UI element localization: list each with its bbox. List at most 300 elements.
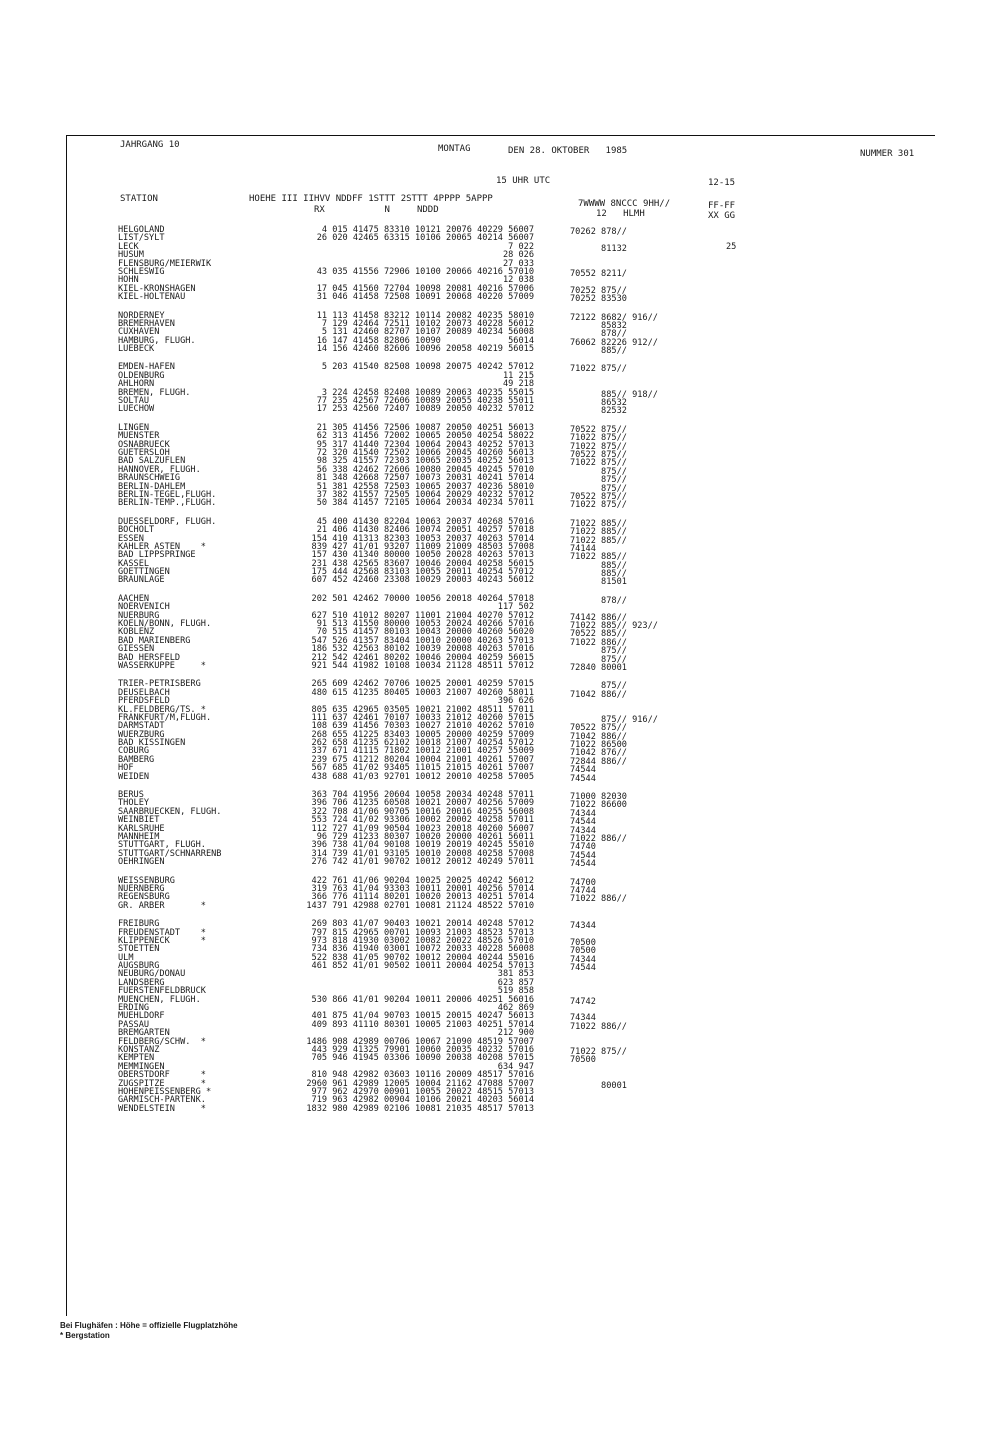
station-codes: 627 510 41012 80207 11001 21004 40270 57012	[311, 610, 534, 621]
station-extra: 71022 885//	[570, 527, 627, 538]
station-gust	[726, 543, 756, 551]
station-codes: 269 803 41/07 90403 10021 20014 40248 57012	[311, 919, 534, 930]
station-codes: 96 729 41233 80307 10020 20000 40261 56011	[316, 832, 534, 842]
station-extra: 70522 875//	[570, 449, 627, 460]
station-codes: 276 742 41/01 90702 10012 20012 40249 57011	[311, 857, 534, 868]
station-name: WUERZBURG	[118, 729, 165, 740]
station-name: KONSTANZ	[118, 1044, 160, 1055]
station-codes: 607 452 42460 23308 10029 20003 40243 56012	[311, 575, 534, 586]
station-name: FRANKFURT/M,FLUGH.	[118, 712, 212, 723]
station-gust	[726, 432, 756, 440]
station-gust	[726, 260, 756, 268]
station-codes: 16 147 41458 82806 10090 56014	[316, 335, 534, 346]
station-codes: 422 761 41/06 90204 10025 20025 40242 56012	[311, 875, 534, 886]
station-gust	[726, 979, 756, 987]
station-extra: 74544	[570, 765, 596, 776]
station-codes: 50 384 41457 72105 10064 20034 40234 57011	[316, 498, 534, 509]
station-codes: 547 526 41357 83404 10010 20000 40263 57013	[311, 635, 534, 646]
station-codes: 734 836 41940 03001 10072 20033 40228 56008	[311, 944, 534, 955]
station-name: OSNABRUECK	[118, 439, 170, 450]
station-name: COBURG	[118, 746, 150, 757]
station-name: BAD SALZUFLEN	[118, 456, 186, 467]
station-name: FLENSBURG/MEIERWIK	[118, 258, 212, 269]
station-name: THOLEY	[118, 798, 150, 809]
station-codes: 11 215	[502, 370, 534, 381]
station-codes: 719 963 42982 00904 10106 20021 40203 56014	[311, 1095, 534, 1106]
station-gust	[726, 491, 756, 499]
extra-column	[570, 228, 710, 1115]
station-codes: 202 501 42462 70000 10056 20018 40264 57018	[311, 593, 534, 604]
station-codes: 567 685 41/02 93405 11015 21015 40261 57007	[311, 763, 534, 774]
station-codes: 117 502	[497, 602, 534, 613]
station-gust	[726, 389, 756, 397]
station-name: WEINBIET	[118, 815, 160, 826]
station-gust	[726, 312, 756, 320]
station-codes: 111 637 42461 70107 10033 21012 40260 57015	[311, 712, 534, 723]
code-header: HOEHE III IIHVV NDDFF 1STTT 2STTT 4PPPP 5APPP	[249, 194, 493, 204]
station-name: BERUS	[118, 790, 144, 801]
code-header-2: RX N NDDD	[314, 205, 439, 215]
station-codes: 27 033	[502, 258, 534, 269]
station-extra: 71022 886//	[570, 1021, 627, 1032]
station-gust	[726, 603, 756, 611]
station-codes: 519 858	[497, 986, 534, 997]
station-codes: 522 838 41/05 90702 10012 20004 40244 55016	[311, 952, 534, 963]
station-name: KAHLER ASTEN *	[118, 541, 206, 552]
station-codes: 396 706 41235 60508 10021 20007 40256 57009	[311, 798, 534, 809]
station-codes: 705 946 41945 03306 10090 20038 40208 57015	[311, 1053, 534, 1064]
station-codes: 56 338 42462 72606 10080 20045 40245 57010	[316, 464, 534, 475]
station-name: SCHLESWIG	[118, 266, 165, 277]
station-name: ESSEN	[118, 533, 144, 544]
station-name: NORDERNEY	[118, 310, 165, 321]
station-extra: 71022 875//	[570, 1046, 627, 1057]
station-gust	[726, 1071, 756, 1079]
station-name: BAMBERG	[118, 754, 155, 765]
station-codes: 239 675 41212 80204 10004 21001 40261 57007	[311, 754, 534, 765]
station-extra: 885//	[570, 346, 627, 357]
station-extra: 70252 875//	[570, 285, 627, 296]
station-codes: 37 382 41557 72505 10064 20029 40232 57012	[316, 489, 534, 500]
station-extra: 875//	[570, 483, 627, 494]
station-gust	[726, 457, 756, 465]
station-gust	[726, 551, 756, 559]
station-extra: 74142 886//	[570, 612, 627, 623]
station-name: TRIER-PETRISBERG	[118, 679, 201, 690]
station-name: MANNHEIM	[118, 832, 160, 842]
observation-time: 15 UHR UTC	[496, 176, 551, 186]
station-extra: 74344	[570, 825, 596, 836]
station-codes: 396 738 41/04 90108 10019 20019 40245 55010	[311, 840, 534, 851]
station-name: WEISSENBURG	[118, 875, 175, 886]
station-codes: 322 708 41/06 90705 10016 20016 40255 56008	[311, 806, 534, 817]
station-gust	[726, 680, 756, 688]
station-codes: 212 900	[497, 1028, 534, 1039]
station-extra: 885//	[570, 560, 627, 571]
station-codes: 810 948 42982 03603 10116 20009 48517 57016	[311, 1070, 534, 1081]
station-codes: 443 929 41325 79901 10060 20035 40232 57016	[311, 1044, 534, 1055]
station-gust	[726, 320, 756, 328]
station-gust	[726, 268, 756, 276]
extra-header-2: 12 HLMH	[596, 209, 645, 219]
station-extra: 71022 875//	[570, 364, 627, 375]
station-name: BERLIN-TEGEL,FLUGH.	[118, 489, 217, 500]
station-gust	[726, 449, 756, 457]
station-gust	[726, 276, 756, 284]
station-gust	[726, 1012, 756, 1020]
station-gust	[726, 954, 756, 962]
station-name: KOBLENZ	[118, 627, 155, 638]
station-codes: 7 129 42464 72511 10102 20073 40228 56012	[321, 318, 534, 329]
station-extra: 74544	[570, 773, 596, 784]
station-name: BRAUNLAGE	[118, 575, 165, 586]
station-extra: 74544	[570, 963, 596, 974]
station-gust	[726, 689, 756, 697]
station-name: FREIBURG	[118, 919, 160, 930]
station-codes: 12 038	[502, 275, 534, 286]
station-extra: 74544	[570, 859, 596, 870]
station-codes: 17 253 42560 72407 10089 20050 40232 57012	[316, 404, 534, 415]
station-codes: 17 045 41560 72704 10098 20081 40216 57006	[316, 283, 534, 294]
station-name: KEMPTEN	[118, 1053, 155, 1064]
station-gust	[726, 825, 756, 833]
station-name: GOETTINGEN	[118, 567, 170, 578]
station-name: GUETERSLOH	[118, 447, 170, 458]
station-extra: 71022 86600	[570, 800, 627, 811]
gust-column	[726, 226, 756, 1113]
station-gust	[726, 877, 756, 885]
station-codes: 366 776 41114 80201 10020 20013 40251 57014	[311, 892, 534, 903]
station-name: EMDEN-HAFEN	[118, 362, 175, 373]
station-codes: 51 381 42558 72503 10065 20037 40236 58010	[316, 481, 534, 492]
station-gust	[726, 518, 756, 526]
station-gust	[726, 731, 756, 739]
station-codes: 98 325 41557 72303 10065 20035 40252 56013	[316, 456, 534, 467]
station-codes: 2960 961 42989 12005 10004 21162 47088 57007	[306, 1078, 534, 1089]
station-codes: 409 893 41110 80301 10005 21003 40251 57014	[311, 1019, 534, 1030]
station-codes: 21 305 41456 72506 10087 20050 40251 56013	[316, 422, 534, 433]
station-codes: 43 035 41556 72906 10100 20066 40216 57010	[316, 266, 534, 277]
station-extra: 71022 886//	[570, 894, 627, 905]
station-extra	[570, 904, 710, 912]
station-codes: 62 313 41456 72002 10065 20050 40254 58022	[316, 431, 534, 442]
station-codes: 49 218	[502, 379, 534, 390]
station-codes: 175 444 42568 83103 10055 20011 40254 57012	[311, 567, 534, 578]
station-extra: 885// 918//	[570, 389, 658, 400]
station-name: BRAUNSCHWEIG	[118, 473, 181, 484]
station-codes: 265 609 42462 70706 10025 20001 40259 57015	[311, 679, 534, 690]
station-codes: 21 406 41430 82406 10074 20051 40257 57018	[316, 525, 534, 536]
station-gust: 25	[726, 241, 737, 252]
station-gust	[726, 962, 756, 970]
station-extra: 71022 875//	[570, 458, 627, 469]
station-codes: 77 235 42567 72606 10089 20055 40238 55011	[316, 396, 534, 407]
station-extra: 71022 86500	[570, 740, 627, 751]
station-gust	[726, 535, 756, 543]
station-name: GIESSEN	[118, 644, 155, 655]
station-codes: 438 688 41/03 92701 10012 20010 40258 57005	[311, 771, 534, 782]
station-extra: 71022 885// 923//	[570, 621, 658, 632]
station-extra: 72844 886//	[570, 756, 627, 767]
observation-period: 12-15	[708, 178, 736, 188]
station-name: HELGOLAND	[118, 225, 165, 235]
station-name: LANDSBERG	[118, 977, 165, 988]
station-gust	[726, 902, 756, 910]
station-name: STUTTGART/SCHNARRENB	[118, 848, 222, 859]
station-gust	[726, 1088, 756, 1096]
station-name: HUSUM	[118, 250, 144, 261]
station-extra: 81501	[570, 577, 627, 588]
station-name: CUXHAVEN	[118, 327, 160, 338]
station-codes: 7 022	[508, 241, 534, 252]
station-name: DEUSELBACH	[118, 687, 170, 698]
station-name: OBERSTDORF *	[118, 1070, 206, 1081]
station-codes: 212 542 42461 80202 10046 20004 40259 56015	[311, 652, 534, 663]
station-extra: 71022 885//	[570, 552, 627, 563]
station-name: KIEL-HOLTENAU	[118, 292, 186, 303]
station-gust	[726, 397, 756, 405]
station-name: FELDBERG/SCHW. *	[118, 1036, 206, 1047]
station-codes: 157 430 41340 80000 10050 20028 40263 57013	[311, 550, 534, 561]
station-gust	[726, 791, 756, 799]
station-name: KARLSRUHE	[118, 823, 165, 834]
station-gust	[726, 337, 756, 345]
station-name: HOHENPEISSENBERG *	[118, 1086, 212, 1097]
station-name: NUERBURG	[118, 610, 160, 621]
station-extra: 71022 885//	[570, 518, 627, 529]
station-name: GARMISCH-PARTENK.	[118, 1095, 206, 1106]
station-extra: 885//	[570, 569, 627, 580]
station-extra	[570, 981, 710, 989]
station-codes: 3 224 42458 82408 10089 20063 40235 55015	[321, 387, 534, 398]
station-extra	[570, 374, 710, 382]
station-gust	[726, 722, 756, 730]
station-extra: 80001	[570, 1080, 627, 1091]
station-codes: 396 626	[497, 696, 534, 707]
group-gap	[726, 302, 756, 312]
station-extra: 71042 876//	[570, 748, 627, 759]
station-codes: 553 724 41/02 93306 10002 20002 40258 57011	[311, 815, 534, 826]
codes-column	[234, 226, 534, 1113]
station-name: PASSAU	[118, 1019, 150, 1030]
station-extra	[570, 699, 710, 707]
station-gust	[726, 773, 756, 781]
station-name: STUTTGART, FLUGH.	[118, 840, 206, 851]
station-gust	[726, 466, 756, 474]
station-gust	[726, 850, 756, 858]
station-codes: 634 947	[497, 1061, 534, 1072]
group-gap	[726, 353, 756, 363]
station-gust	[726, 1105, 756, 1113]
station-name: BERLIN-DAHLEM	[118, 481, 186, 492]
station-gust	[726, 405, 756, 413]
station-extra: 76062 82226 912//	[570, 337, 658, 348]
station-codes: 337 671 41115 71802 10012 21001 40257 55009	[311, 746, 534, 757]
station-gust	[726, 1038, 756, 1046]
station-extra: 82532	[570, 406, 627, 417]
station-column	[118, 226, 243, 1113]
station-extra: 72840 80001	[570, 662, 627, 673]
station-gust	[726, 345, 756, 353]
group-gap	[726, 781, 756, 791]
station-codes: 839 427 41/01 93207 11009 21009 48503 57008	[311, 541, 534, 552]
station-extra: 875//	[570, 475, 627, 486]
station-codes: 4 015 41475 83310 10121 20076 40229 56007	[321, 225, 534, 235]
station-name: MUENCHEN, FLUGH.	[118, 994, 201, 1005]
station-extra: 74700	[570, 877, 596, 888]
station-gust	[726, 612, 756, 620]
station-name: KIEL-KRONSHAGEN	[118, 283, 196, 294]
station-gust	[726, 1004, 756, 1012]
station-gust	[726, 483, 756, 491]
station-gust	[726, 645, 756, 653]
station-extra: 71042 886//	[570, 689, 627, 700]
station-extra: 86532	[570, 398, 627, 409]
station-name: ULM	[118, 952, 134, 963]
issue-number: NUMMER 301	[860, 149, 915, 159]
station-extra: 70522 875//	[570, 723, 627, 734]
station-name: WENDELSTEIN *	[118, 1103, 206, 1114]
station-codes: 5 131 42460 82707 10107 20089 40234 56008	[321, 327, 534, 338]
station-codes: 112 727 41/09 90504 10023 20018 40260 56007	[311, 823, 534, 834]
station-gust	[726, 628, 756, 636]
station-extra	[570, 1098, 710, 1106]
station-gust	[726, 1029, 756, 1037]
station-name: GR. ARBER *	[118, 900, 206, 911]
station-gust	[726, 739, 756, 747]
station-gust	[726, 595, 756, 603]
station-gust	[726, 1080, 756, 1088]
station-gust	[726, 1096, 756, 1104]
station-name: SOLTAU	[118, 396, 150, 407]
station-name: OLDENBURG	[118, 370, 165, 381]
station-extra: 74344	[570, 954, 596, 965]
station-codes: 108 639 41456 70303 10027 21010 40262 57010	[311, 721, 534, 732]
station-name: REGENSBURG	[118, 892, 170, 903]
station-codes: 28 026	[502, 250, 534, 261]
station-name: HOF	[118, 763, 134, 774]
station-name: ZUGSPITZE *	[118, 1078, 206, 1089]
station-name: LUECHOW	[118, 404, 155, 415]
station-name: HAMBURG, FLUGH.	[118, 335, 196, 346]
station-gust	[726, 1063, 756, 1071]
station-codes: 186 532 42563 80102 10039 20008 40263 57016	[311, 644, 534, 655]
station-codes: 314 739 41/01 93105 10010 20008 40258 57008	[311, 848, 534, 859]
station-gust	[726, 372, 756, 380]
station-codes: 921 544 41982 10108 10034 21128 48511 57012	[311, 660, 534, 671]
station-codes: 268 655 41225 83403 10005 20000 40259 57009	[311, 729, 534, 740]
station-gust	[726, 937, 756, 945]
station-name: STOETTEN	[118, 944, 160, 955]
station-gust	[726, 568, 756, 576]
station-name: BERLIN-TEMP.,FLUGH.	[118, 498, 217, 509]
station-extra: 74344	[570, 808, 596, 819]
station-gust	[726, 576, 756, 584]
station-gust	[726, 620, 756, 628]
station-extra: 71022 886//	[570, 637, 627, 648]
station-codes: 81 348 42668 72507 10073 20031 40241 57014	[316, 473, 534, 484]
station-name: MEMMINGEN	[118, 1061, 165, 1072]
station-gust	[726, 714, 756, 722]
station-gust	[726, 987, 756, 995]
station-name: SAARBRUECKEN, FLUGH.	[118, 806, 222, 817]
station-gust	[726, 328, 756, 336]
station-name: DUESSELDORF, FLUGH.	[118, 516, 217, 527]
station-codes: 91 513 41550 80000 10053 20024 40266 57016	[316, 619, 534, 630]
group-gap	[726, 414, 756, 424]
station-extra: 74544	[570, 850, 596, 861]
station-extra: 70522 875//	[570, 424, 627, 435]
station-extra: 71022 885//	[570, 535, 627, 546]
station-name: PFERDSFELD	[118, 696, 170, 707]
station-extra: 70522 875//	[570, 491, 627, 502]
station-codes: 31 046 41458 72508 10091 20068 40220 57009	[316, 292, 534, 303]
station-name: BAD LIPPSPRINGE	[118, 550, 196, 561]
station-header: STATION	[120, 194, 158, 204]
station-codes: 26 020 42465 63315 10106 20065 40214 56007	[316, 233, 534, 244]
station-gust	[726, 1046, 756, 1054]
station-codes: 319 763 41/04 93303 10011 20001 40256 57014	[311, 883, 534, 894]
group-gap	[726, 867, 756, 877]
station-extra	[570, 972, 710, 980]
station-gust	[726, 747, 756, 755]
station-extra: 875//	[570, 681, 627, 692]
station-name: FUERSTENFELDBRUCK	[118, 986, 206, 997]
station-gust	[726, 474, 756, 482]
station-codes: 480 615 41235 80405 10003 21007 40260 58011	[311, 687, 534, 698]
station-gust	[726, 662, 756, 670]
station-name: KL.FELDBERG/TS. *	[118, 704, 206, 715]
station-name: WASSERKUPPE *	[118, 660, 206, 671]
station-extra	[570, 1090, 710, 1098]
station-gust	[726, 560, 756, 568]
station-gust	[726, 816, 756, 824]
group-gap	[726, 508, 756, 518]
station-codes: 363 704 41956 20604 10058 20034 40248 57011	[311, 790, 534, 801]
station-codes: 977 962 42970 00901 10055 20022 48515 57013	[311, 1086, 534, 1097]
station-name: FREUDENSTADT *	[118, 927, 206, 938]
wind-header-2: XX GG	[708, 211, 736, 221]
station-extra: 875//	[570, 466, 627, 477]
station-extra: 70552 8211/	[570, 268, 627, 279]
station-name: KASSEL	[118, 558, 150, 569]
station-gust	[726, 226, 756, 234]
station-extra: 74544	[570, 817, 596, 828]
station-extra	[570, 1107, 710, 1115]
station-name: AACHEN	[118, 593, 150, 604]
station-name: DARMSTADT	[118, 721, 165, 732]
station-gust	[726, 1054, 756, 1062]
station-gust	[726, 706, 756, 714]
station-name: WEIDEN	[118, 771, 150, 782]
station-name: AUGSBURG	[118, 961, 160, 972]
station-name: BAD KISSINGEN	[118, 738, 186, 749]
station-name: BOCHOLT	[118, 525, 155, 536]
station-gust	[726, 293, 756, 301]
station-extra: 74144	[570, 543, 596, 554]
station-codes: 262 658 41235 62102 10018 21007 40254 57012	[311, 738, 534, 749]
station-gust	[726, 380, 756, 388]
station-gust	[726, 996, 756, 1004]
station-gust	[726, 920, 756, 928]
station-extra: 70500	[570, 946, 596, 957]
station-name: NEUBURG/DONAU	[118, 969, 186, 980]
group-gap	[726, 670, 756, 680]
station-name: BREMEN, FLUGH.	[118, 387, 191, 398]
station-codes: 462 869	[497, 1003, 534, 1014]
station-codes: 381 853	[497, 969, 534, 980]
station-extra: 878//	[570, 329, 627, 340]
